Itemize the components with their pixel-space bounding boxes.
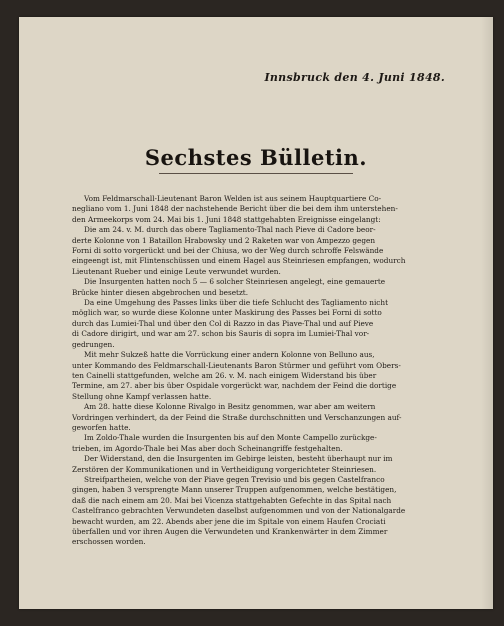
text-line: Brücke hinter diesen abgebrochen und besetzt.: [72, 287, 249, 297]
text-line: Am 28. hatte diese Kolonne Rivalgo in Besitz genommen, war aber am weitern: [84, 402, 376, 412]
title-rule: [159, 173, 353, 174]
paper-shadow: [481, 17, 493, 609]
text-line: di Cadore dirigirt, und war am 27. schon bis Sauris di sopra im Lumiei-Thal vor-: [72, 329, 370, 339]
text-line: Im Zoldo-Thale wurden die Insurgenten bis auf den Monte Campello zurückge-: [84, 433, 377, 443]
text-line: Die am 24. v. M. durch das obere Tagliamento-Thal nach Pieve di Cadore beor-: [84, 225, 376, 235]
text-line: gedrungen.: [72, 339, 115, 349]
text-line: Forni di sotto vorgerückt und bei der Chiusa, wo der Weg durch schroffe Felswände: [72, 246, 384, 256]
text-line: negliano vom 1. Juni 1848 der nachstehende Bericht über die bei dem ihm unterstehen-: [72, 204, 398, 214]
text-line: Stellung ohne Kampf verlassen hatte.: [72, 391, 212, 401]
text-line: Streifpartheien, welche von der Piave gegen Trevisio und bis gegen Castelfranco: [84, 474, 385, 484]
text-line: durch das Lumiei-Thal und über den Col di Razzo in das Piave-Thal und auf Pieve: [72, 318, 374, 328]
text-line: den Armeekorps vom 24. Mai bis 1. Juni 1848 stattgehabten Ereignisse eingelangt:: [72, 214, 381, 224]
text-line: Die Insurgenten hatten noch 5 — 6 solcher Steinriesen angelegt, eine gemauerte: [84, 277, 386, 287]
text-line: geworfen hatte.: [72, 422, 131, 432]
text-line: eingeengt ist, mit Flintenschüssen und einem Hagel aus Steinriesen empfangen, wodurch: [72, 256, 406, 266]
bulletin-title: Sechstes Bülletin.: [144, 145, 368, 170]
text-line: erschossen worden.: [72, 537, 146, 547]
text-line: Vom Feldmarschall-Lieutenant Baron Welden ist aus seinem Hauptquartiere Co-: [84, 194, 382, 203]
text-line: Vordringen verhindert, da der Feind die Straße durchschnitten und Verschanzungen auf-: [72, 412, 402, 422]
document-page: [19, 17, 493, 609]
text-line: Da eine Umgehung des Passes links über die tiefe Schlucht des Tagliamento nicht: [84, 298, 389, 308]
text-line: trieben, im Agordo-Thale bei Mas aber doch Scheinangriffe festgehalten.: [72, 443, 343, 453]
text-line: gingen, haben 3 versprengte Mann unserer Truppen aufgenommen, welche bestätigen,: [72, 485, 397, 495]
text-line: überfallen und vor ihren Augen die Verwundeten und Krankenwärter in dem Zimmer: [72, 527, 388, 536]
text-line: derte Kolonne von 1 Bataillon Hrabowsky und 2 Raketen war von Ampezzo gegen: [72, 235, 376, 245]
text-line: unter Kommando des Feldmarschall-Lieutenants Baron Stürmer und geführt vom Obers-: [72, 360, 401, 370]
dateline: Innsbruck den 4. Juni 1848.: [264, 71, 445, 84]
text-line: bewacht wurden, am 22. Abends aber jene die im Spitale von einem Haufen Crociati: [72, 516, 386, 526]
bulletin-body: [72, 194, 445, 548]
text-line: möglich war, so wurde diese Kolonne unter Maskirung des Passes bei Forni di sotto: [72, 308, 382, 318]
text-line: ten Cainelli stattgefunden, welche am 26. v. M. nach einigem Widerstand bis über: [72, 370, 377, 380]
text-line: Termine, am 27. aber bis über Ospidale vorgerückt war, nachdem der Feind die dortige: [72, 381, 397, 391]
text-line: Lieutenant Rueber und einige Leute verwundet wurden.: [72, 266, 281, 276]
text-line: Castelfranco gebrachten Verwundeten daselbst aufgenommen und von der Nationalgarde: [72, 506, 406, 516]
text-line: Zerstören der Kommunikationen und in Vertheidigung vorgerichteter Steinriesen.: [72, 464, 377, 474]
text-line: Der Widerstand, den die Insurgenten im Gebirge leisten, besteht überhaupt nur im: [84, 454, 393, 464]
text-line: daß die nach einem am 20. Mai bei Vicenza stattgehabten Gefechte in das Spital nach: [72, 495, 392, 505]
text-line: Mit mehr Sukzeß hatte die Vorrückung einer andern Kolonne von Belluno aus,: [84, 350, 375, 360]
